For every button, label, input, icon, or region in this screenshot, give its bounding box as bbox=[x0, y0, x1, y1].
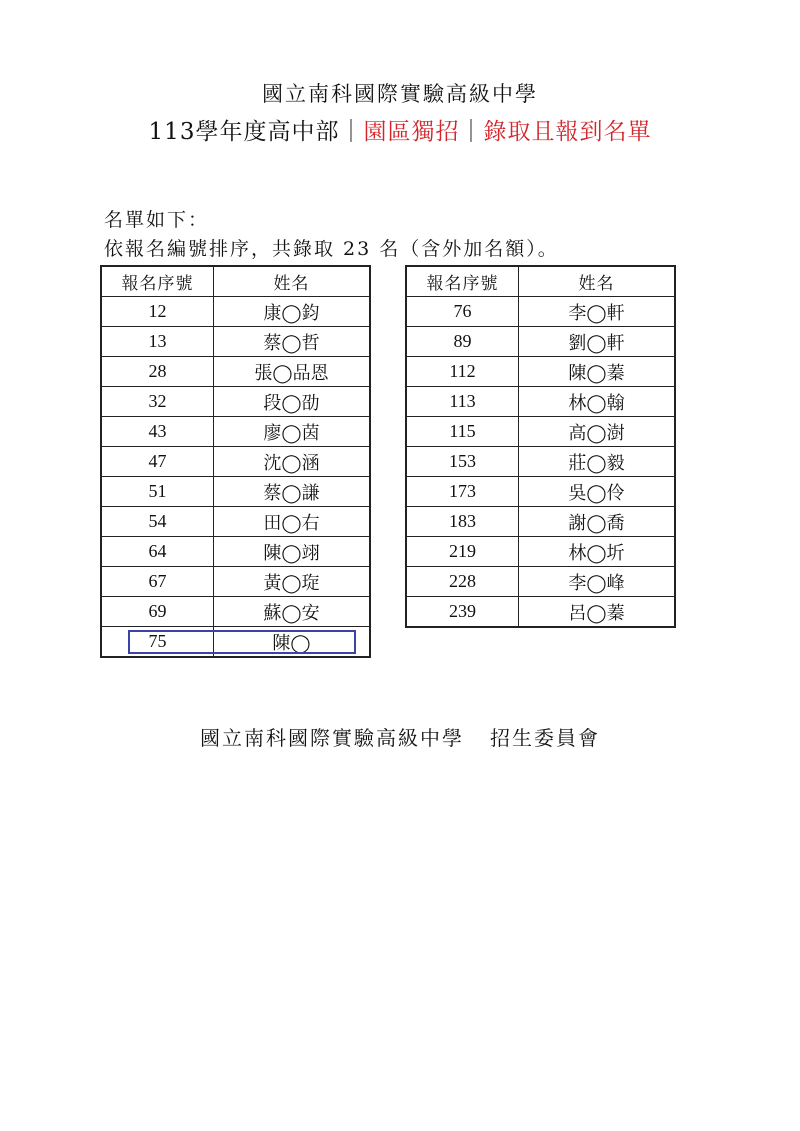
applicant-name: 黃◯琁 bbox=[214, 567, 371, 597]
applicant-number: 64 bbox=[101, 537, 214, 567]
applicant-name: 李◯軒 bbox=[519, 297, 676, 327]
applicant-name: 高◯澍 bbox=[519, 417, 676, 447]
applicant-number: 112 bbox=[406, 357, 519, 387]
intro-line-1: 名單如下： bbox=[104, 209, 210, 231]
footer-committee: 招生委員會 bbox=[490, 726, 600, 750]
applicant-number: 173 bbox=[406, 477, 519, 507]
footer-signature bbox=[0, 722, 800, 751]
applicant-name: 陳◯ bbox=[214, 627, 371, 658]
applicant-name: 吳◯伶 bbox=[519, 477, 676, 507]
applicant-name: 廖◯茵 bbox=[214, 417, 371, 447]
applicant-name: 康◯鈞 bbox=[214, 297, 371, 327]
applicant-name: 林◯圻 bbox=[519, 537, 676, 567]
applicant-number: 67 bbox=[101, 567, 214, 597]
applicant-name: 呂◯蓁 bbox=[519, 597, 676, 628]
table-row bbox=[406, 597, 675, 628]
applicant-number: 228 bbox=[406, 567, 519, 597]
applicant-number: 12 bbox=[101, 297, 214, 327]
table-row bbox=[101, 417, 370, 447]
document-title: 國立南科國際實驗高級中學 bbox=[262, 82, 538, 106]
applicant-name: 蔡◯哲 bbox=[214, 327, 371, 357]
table-row bbox=[101, 537, 370, 567]
table-row bbox=[406, 477, 675, 507]
applicant-name: 劉◯軒 bbox=[519, 327, 676, 357]
roster-table-left bbox=[100, 265, 371, 658]
table-row bbox=[101, 387, 370, 417]
table-row bbox=[406, 567, 675, 597]
applicant-name: 田◯右 bbox=[214, 507, 371, 537]
subtitle-program: 園區獨招 bbox=[363, 119, 460, 145]
applicant-number: 113 bbox=[406, 387, 519, 417]
header-number: 報名序號 bbox=[406, 266, 519, 297]
table-header-row bbox=[406, 266, 675, 297]
applicant-number: 13 bbox=[101, 327, 214, 357]
header-number: 報名序號 bbox=[101, 266, 214, 297]
applicant-name: 蔡◯謙 bbox=[214, 477, 371, 507]
applicant-number: 32 bbox=[101, 387, 214, 417]
subtitle-list-type: 錄取且報到名單 bbox=[483, 119, 652, 145]
applicant-number: 69 bbox=[101, 597, 214, 627]
applicant-number: 43 bbox=[101, 417, 214, 447]
header-name: 姓名 bbox=[214, 266, 371, 297]
applicant-name: 蘇◯安 bbox=[214, 597, 371, 627]
applicant-number: 89 bbox=[406, 327, 519, 357]
applicant-number: 153 bbox=[406, 447, 519, 477]
table-row bbox=[101, 357, 370, 387]
applicant-number: 219 bbox=[406, 537, 519, 567]
applicant-number: 54 bbox=[101, 507, 214, 537]
applicant-name: 林◯翰 bbox=[519, 387, 676, 417]
table-row bbox=[101, 567, 370, 597]
table-row bbox=[406, 357, 675, 387]
table-row bbox=[406, 447, 675, 477]
table-row bbox=[101, 297, 370, 327]
applicant-number: 47 bbox=[101, 447, 214, 477]
applicant-number: 115 bbox=[406, 417, 519, 447]
subtitle-prefix: 113學年度高中部｜ bbox=[148, 119, 364, 145]
applicant-name: 沈◯涵 bbox=[214, 447, 371, 477]
table-row bbox=[101, 597, 370, 627]
applicant-name: 莊◯毅 bbox=[519, 447, 676, 477]
applicant-name: 李◯峰 bbox=[519, 567, 676, 597]
table-row bbox=[101, 477, 370, 507]
table-row bbox=[406, 297, 675, 327]
table-row bbox=[406, 387, 675, 417]
applicant-number: 76 bbox=[406, 297, 519, 327]
applicant-name: 陳◯蓁 bbox=[519, 357, 676, 387]
table-row bbox=[101, 447, 370, 477]
header-name: 姓名 bbox=[519, 266, 676, 297]
table-row bbox=[406, 507, 675, 537]
document-subtitle bbox=[0, 113, 800, 146]
applicant-number: 28 bbox=[101, 357, 214, 387]
applicant-name: 謝◯喬 bbox=[519, 507, 676, 537]
applicant-number: 51 bbox=[101, 477, 214, 507]
intro-line-2: 依報名編號排序，共錄取 23 名（含外加名額）。 bbox=[104, 238, 559, 260]
table-row bbox=[101, 327, 370, 357]
table-row bbox=[101, 507, 370, 537]
table-header-row bbox=[101, 266, 370, 297]
footer-school: 國立南科國際實驗高級中學 bbox=[200, 726, 464, 750]
applicant-number: 239 bbox=[406, 597, 519, 628]
table-row bbox=[406, 417, 675, 447]
applicant-name: 陳◯翊 bbox=[214, 537, 371, 567]
highlight-box bbox=[128, 630, 356, 654]
table-row bbox=[406, 537, 675, 567]
applicant-name: 段◯劭 bbox=[214, 387, 371, 417]
applicant-name: 張◯品恩 bbox=[214, 357, 371, 387]
applicant-number: 183 bbox=[406, 507, 519, 537]
applicant-number: 75 bbox=[101, 627, 214, 658]
roster-table-right bbox=[405, 265, 676, 628]
table-row bbox=[406, 327, 675, 357]
subtitle-separator: ｜ bbox=[459, 119, 484, 145]
